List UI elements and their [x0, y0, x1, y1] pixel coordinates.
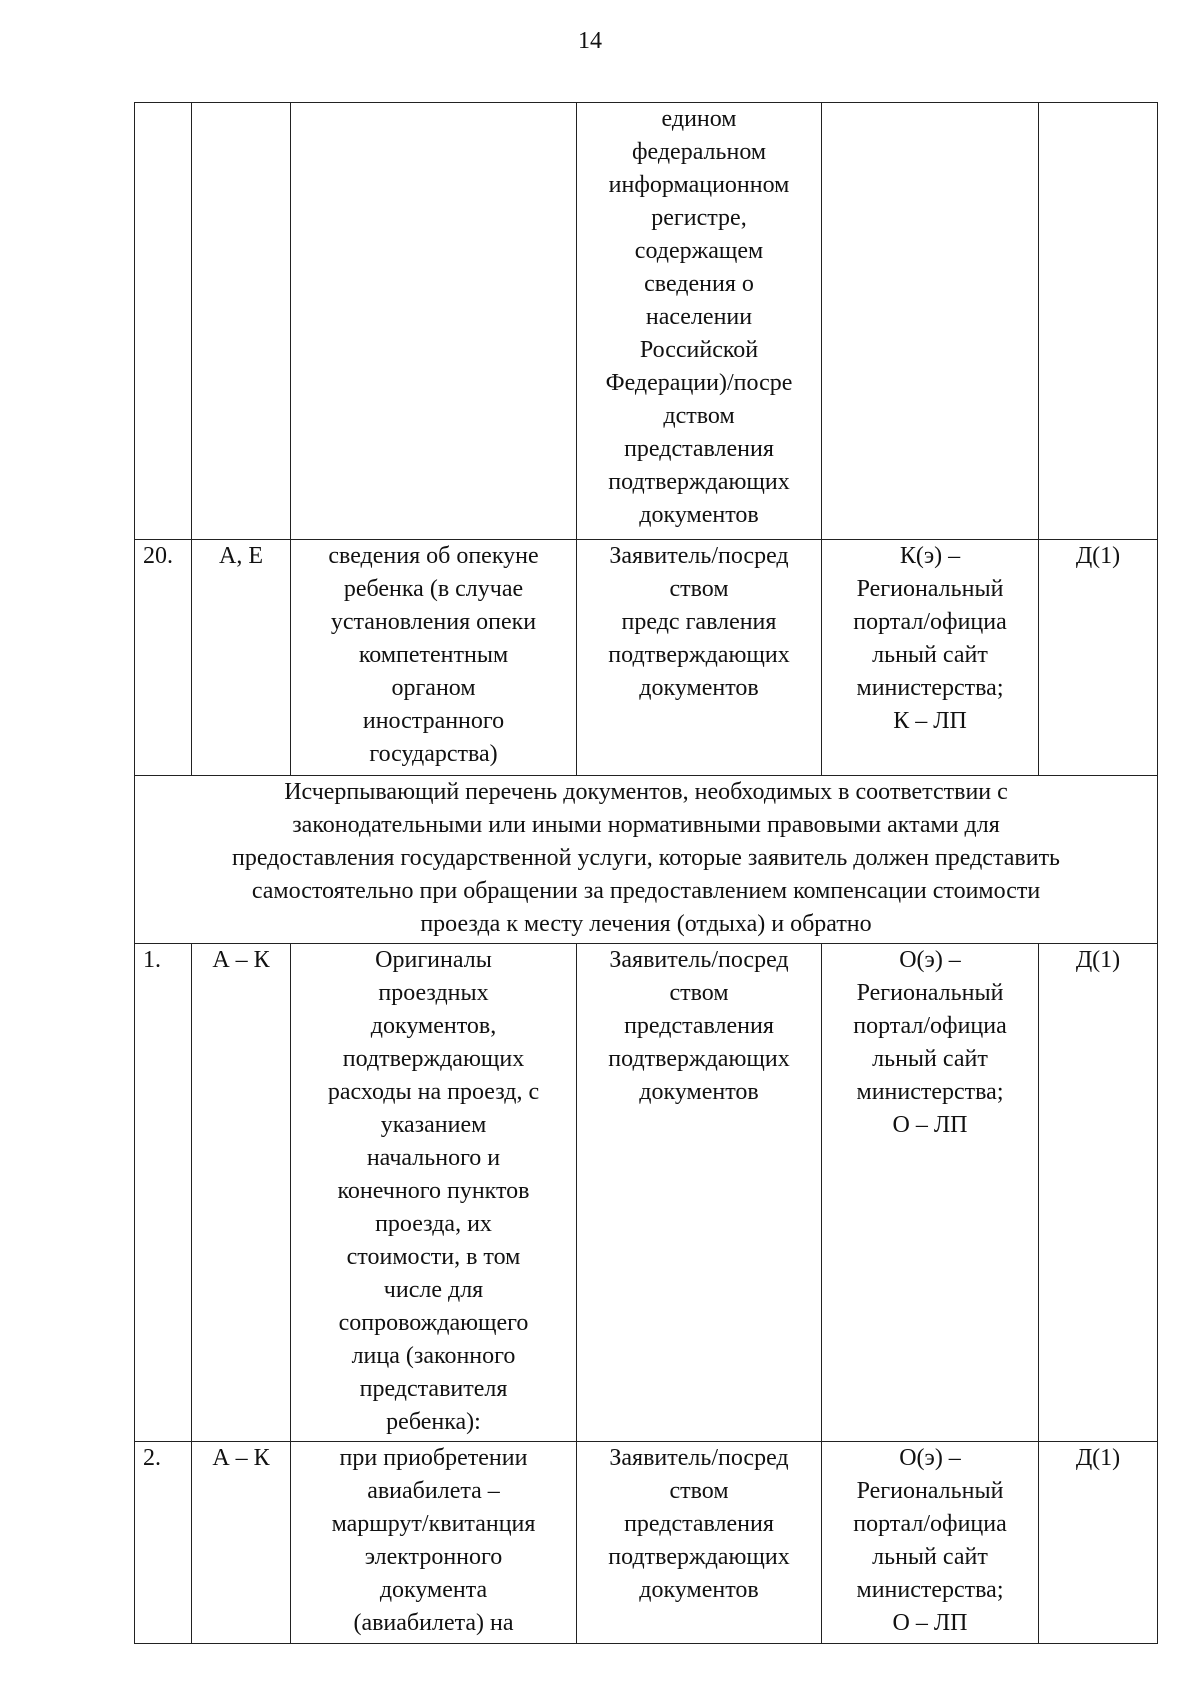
- table-row: [135, 540, 1158, 776]
- table-row: [135, 1442, 1158, 1644]
- category-cell: А, Е: [192, 540, 291, 776]
- document-cell: сведения об опекуне ребенка (в случае установления опеки компетентным органом иностранного государства): [291, 540, 577, 776]
- table-row: [135, 103, 1158, 540]
- page-number: 14: [578, 28, 602, 54]
- section-header-row: [135, 776, 1158, 944]
- category-cell: А – К: [192, 1442, 291, 1644]
- type-cell: Д(1): [1039, 540, 1158, 776]
- method-cell: Заявитель/посред ством представления подтверждающих документов: [577, 1442, 822, 1644]
- method-cell: Заявитель/посред ством предс гавления подтверждающих документов: [577, 540, 822, 776]
- row-number-cell: 1.: [135, 944, 192, 1442]
- category-cell: [192, 103, 291, 540]
- method-cell: Заявитель/посред ством представления подтверждающих документов: [577, 944, 822, 1442]
- row-number-cell: 20.: [135, 540, 192, 776]
- form-cell: [822, 103, 1039, 540]
- row-number-cell: [135, 103, 192, 540]
- section-header: Исчерпывающий перечень документов, необходимых в соответствии с законодательными или иными нормативными правовыми актами для предоставления государственной услуги, которые заявитель должен представить самостоятельно при обращении за предоставлением компенсации стоимости проезда к месту лечения (отдыха) и обратно: [135, 776, 1158, 944]
- type-cell: Д(1): [1039, 1442, 1158, 1644]
- document-cell: при приобретении авиабилета – маршрут/квитанция электронного документа (авиабилета) на: [291, 1442, 577, 1644]
- type-cell: Д(1): [1039, 944, 1158, 1442]
- form-cell: О(э) – Региональный портал/официа льный сайт министерства; О – ЛП: [822, 1442, 1039, 1644]
- category-cell: А – К: [192, 944, 291, 1442]
- table-row: [135, 944, 1158, 1442]
- documents-table: [134, 102, 1158, 1644]
- form-cell: К(э) – Региональный портал/официа льный сайт министерства; К – ЛП: [822, 540, 1039, 776]
- form-cell: О(э) – Региональный портал/официа льный сайт министерства; О – ЛП: [822, 944, 1039, 1442]
- row-number-cell: 2.: [135, 1442, 192, 1644]
- document-cell: [291, 103, 577, 540]
- type-cell: [1039, 103, 1158, 540]
- method-cell: едином федеральном информационном регистре, содержащем сведения о населении Российской Федерации)/посре дством представления подтверждающих документов: [577, 103, 822, 540]
- document-cell: Оригиналы проездных документов, подтверждающих расходы на проезд, с указанием начального и конечного пунктов проезда, их стоимости, в том числе для сопровождающего лица (законного представителя ребенка):: [291, 944, 577, 1442]
